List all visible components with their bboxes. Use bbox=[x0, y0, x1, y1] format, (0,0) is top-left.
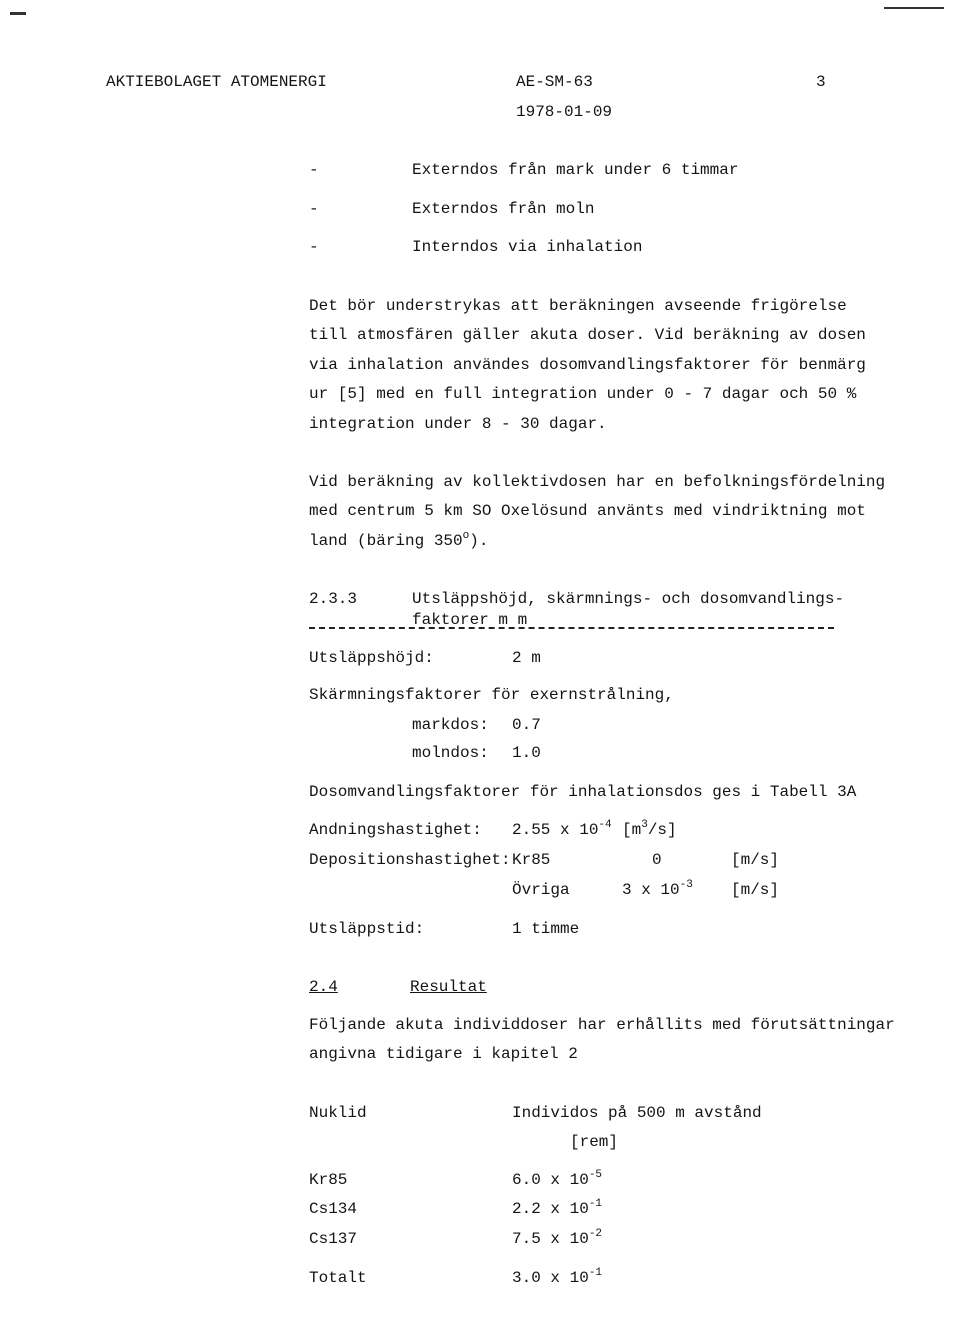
deposition-kr85-value: 0 bbox=[652, 851, 662, 869]
list-item-dash: - bbox=[309, 161, 319, 179]
list-item: Interndos via inhalation bbox=[412, 238, 643, 256]
release-time-value: 1 timme bbox=[512, 920, 580, 938]
table-cell-dose: 2.2 x $10^{-1}$ bbox=[512, 1198, 603, 1218]
table-cell-nuclide: Cs134 bbox=[309, 1200, 358, 1218]
page-number: 3 bbox=[816, 73, 826, 91]
section-underline-rule bbox=[309, 627, 834, 629]
shielding-heading: Skärmningsfaktorer för exernstrålning, bbox=[309, 686, 674, 704]
deposition-other-unit: [m/s] bbox=[731, 881, 780, 899]
table-header-dose: Individos på 500 m avstånd bbox=[512, 1104, 762, 1122]
table-cell-nuclide: Kr85 bbox=[309, 1171, 348, 1189]
paragraph-line: land (bäring 350$^o$). bbox=[309, 530, 489, 550]
deposition-other-value: 3 x $10^{-3}$ bbox=[622, 879, 693, 899]
table-cell-dose: 7.5 x $10^{-2}$ bbox=[512, 1228, 603, 1248]
section-title-continued: faktorer m m bbox=[412, 611, 528, 629]
paragraph-line: Följande akuta individdoser har erhållits med förutsättningar bbox=[309, 1016, 895, 1034]
ground-dose-label: markdos: bbox=[412, 716, 489, 734]
table-total-label: Totalt bbox=[309, 1269, 367, 1287]
document-date: 1978-01-09 bbox=[516, 103, 613, 121]
table-cell-dose: 6.0 x $10^{-5}$ bbox=[512, 1169, 603, 1189]
breathing-rate-label: Andningshastighet: bbox=[309, 821, 482, 839]
table-header-nuclide: Nuklid bbox=[309, 1104, 367, 1122]
table-cell-nuclide: Cs137 bbox=[309, 1230, 358, 1248]
release-time-label: Utsläppstid: bbox=[309, 920, 425, 938]
section-number: 2.4 bbox=[309, 978, 338, 996]
section-title: Utsläppshöjd, skärmnings- och dosomvandlings- bbox=[412, 590, 845, 608]
section-title: Resultat bbox=[410, 978, 487, 996]
document-id: AE-SM-63 bbox=[516, 73, 593, 91]
list-item-dash: - bbox=[309, 200, 319, 218]
breathing-rate-unit: $[m^3/s]$ bbox=[622, 819, 677, 839]
deposition-kr85-unit: [m/s] bbox=[731, 851, 780, 869]
ground-dose-value: 0.7 bbox=[512, 716, 541, 734]
section-number: 2.3.3 bbox=[309, 590, 358, 608]
paragraph-line: ur [5] med en full integration under 0 - 7 dagar och 50 % bbox=[309, 385, 857, 403]
release-height-label: Utsläppshöjd: bbox=[309, 649, 434, 667]
paragraph-line: integration under 8 - 30 dagar. bbox=[309, 415, 607, 433]
paragraph-line: via inhalation användes dosomvandlingsfaktorer för benmärg bbox=[309, 356, 866, 374]
paragraph-line: Det bör understrykas att beräkningen avseende frigörelse bbox=[309, 297, 847, 315]
deposition-kr85-label: Kr85 bbox=[512, 851, 551, 869]
table-header-unit: [rem] bbox=[570, 1133, 619, 1151]
breathing-rate-value: 2.55 x $10^{-4}$ bbox=[512, 819, 612, 839]
dose-conversion-note: Dosomvandlingsfaktorer för inhalationsdos ges i Tabell 3A bbox=[309, 783, 857, 801]
company-name: AKTIEBOLAGET ATOMENERGI bbox=[106, 73, 327, 91]
table-total-dose: 3.0 x $10^{-1}$ bbox=[512, 1267, 603, 1287]
list-item: Externdos från moln bbox=[412, 200, 595, 218]
cloud-dose-label: molndos: bbox=[412, 744, 489, 762]
deposition-velocity-label: Depositionshastighet: bbox=[309, 851, 511, 869]
scan-artifact-top-left bbox=[10, 12, 26, 15]
paragraph-line: angivna tidigare i kapitel 2 bbox=[309, 1045, 578, 1063]
paragraph-line: till atmosfären gäller akuta doser. Vid beräkning av dosen bbox=[309, 326, 866, 344]
list-item: Externdos från mark under 6 timmar bbox=[412, 161, 739, 179]
cloud-dose-value: 1.0 bbox=[512, 744, 541, 762]
paragraph-line: med centrum 5 km SO Oxelösund använts med vindriktning mot bbox=[309, 502, 866, 520]
deposition-other-label: Övriga bbox=[512, 881, 570, 899]
scan-artifact-top-right bbox=[884, 7, 944, 9]
paragraph-line: Vid beräkning av kollektivdosen har en befolkningsfördelning bbox=[309, 473, 886, 491]
list-item-dash: - bbox=[309, 238, 319, 256]
release-height-value: 2 m bbox=[512, 649, 541, 667]
